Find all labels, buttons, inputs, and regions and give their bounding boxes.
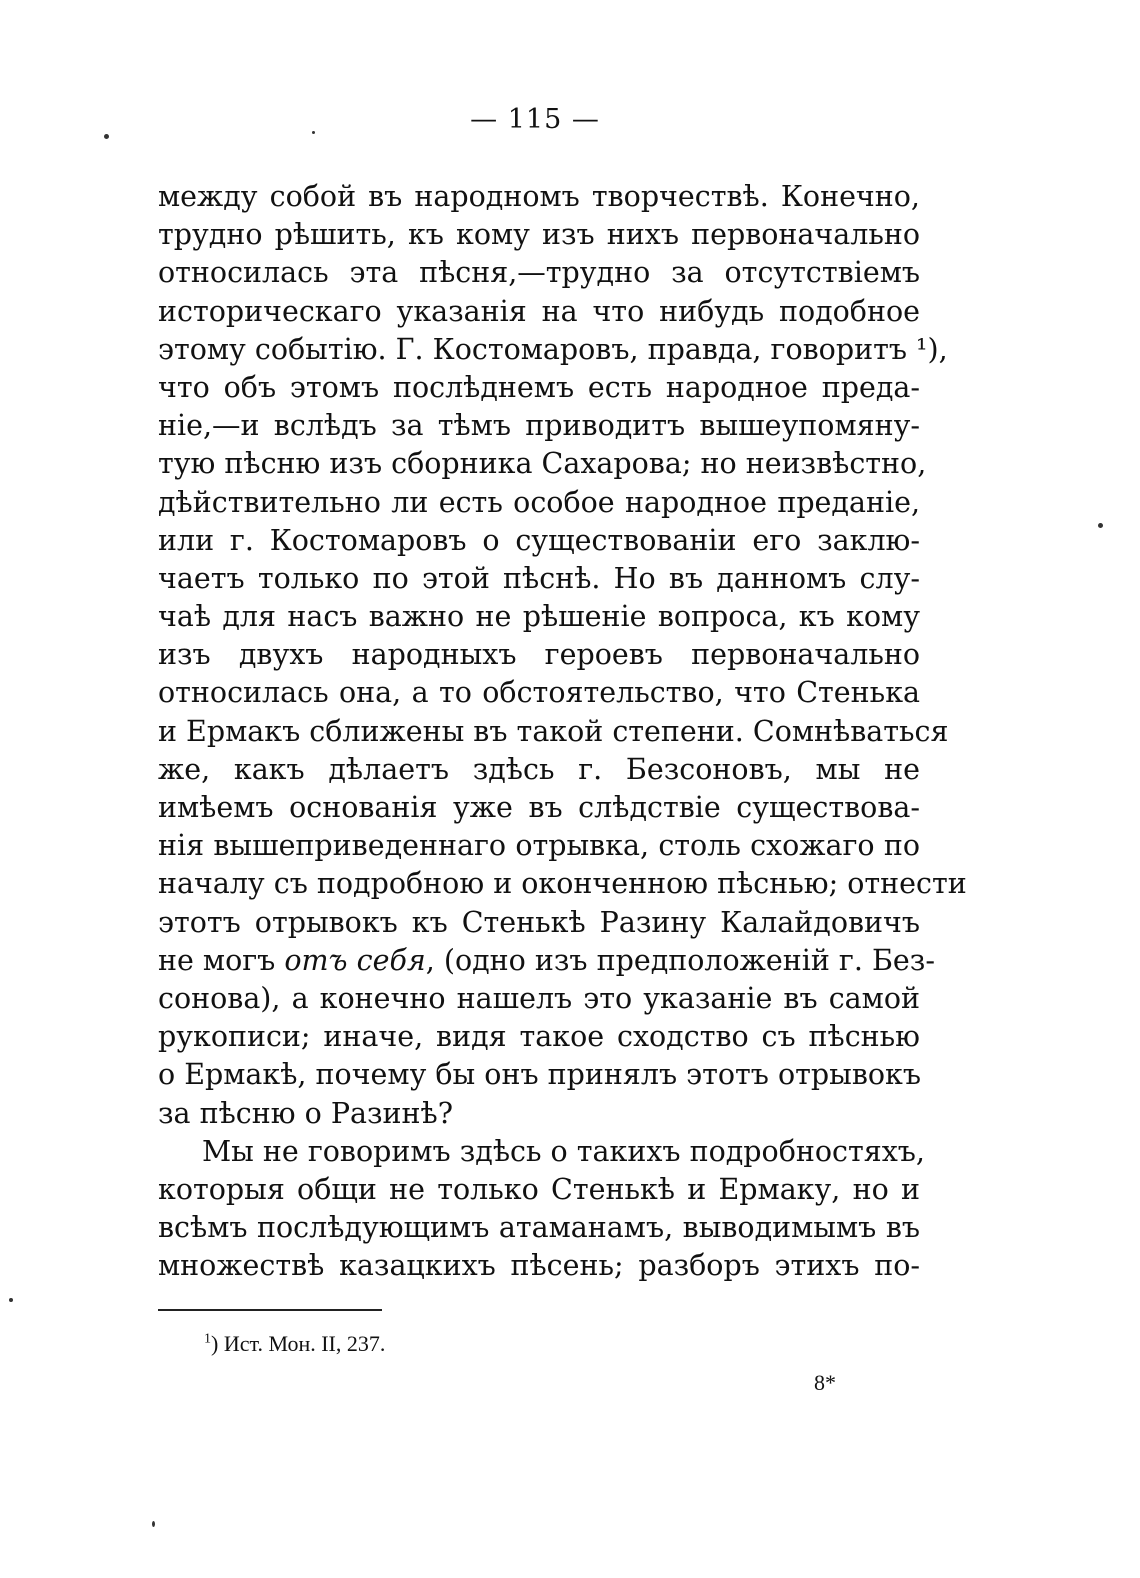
footnote-text: ) Ист. Мон. II, 237.	[211, 1331, 386, 1356]
text-line: имѣемъ основанія уже въ слѣдствіе существова-	[158, 791, 920, 824]
text-line-with-italic	[158, 942, 935, 980]
text-line: чаѣ для насъ важно не рѣшеніе вопроса, къ кому	[158, 600, 920, 634]
scan-speck	[104, 134, 109, 139]
italic-phrase: отъ себя	[284, 943, 426, 977]
text-line: этотъ отрывокъ къ Стенькѣ Разину Калайдовичъ	[158, 905, 920, 939]
text-line: всѣмъ послѣдующимъ атаманамъ, выводимымъ въ	[158, 1211, 920, 1245]
scan-speck	[312, 131, 315, 134]
text-segment: не могъ	[158, 943, 285, 977]
text-line: относилась она, а то обстоятельство, что Стенька	[158, 676, 920, 710]
scan-speck	[9, 1298, 13, 1302]
text-line: за пѣсню о Разинѣ?	[158, 1096, 453, 1130]
footnote	[204, 1331, 385, 1357]
footnote-rule	[158, 1309, 382, 1311]
page-number: — 115 —	[470, 104, 600, 135]
text-line: что объ этомъ послѣднемъ есть народное преда-	[158, 370, 920, 404]
text-line: множествѣ казацкихъ пѣсень; разборъ этихъ по-	[158, 1249, 920, 1283]
text-line: о Ермакѣ, почему бы онъ принялъ этотъ отрывокъ	[158, 1058, 922, 1092]
text-line: этому событію. Г. Костомаровъ, правда, говоритъ ¹),	[158, 332, 948, 366]
text-line: чаетъ только по этой пѣснѣ. Но въ данномъ слу-	[158, 561, 920, 595]
text-line: Мы не говоримъ здѣсь о такихъ подробностяхъ,	[202, 1134, 925, 1168]
text-line: дѣйствительно ли есть особое народное преданіе,	[158, 485, 920, 519]
text-line: историческаго указанія на что нибудь подобное	[158, 294, 920, 328]
text-line: которыя общи не только Стенькѣ и Ермаку, но и	[158, 1172, 920, 1206]
text-line: тую пѣсню изъ сборника Сахарова; но неизвѣстно,	[158, 447, 927, 481]
signature-mark: 8*	[814, 1370, 836, 1395]
text-line: началу съ подробною и оконченною пѣснью; отнести	[158, 867, 967, 901]
text-line: или г. Костомаровъ о существованіи его заклю-	[158, 523, 920, 557]
text-line: ніе,—и вслѣдъ за тѣмъ приводитъ вышеупомяну-	[158, 409, 920, 443]
body-text	[158, 178, 967, 1285]
text-line: рукописи; иначе, видя такое сходство съ пѣснью	[158, 1020, 920, 1054]
text-segment: , (одно изъ предположеній г. Без-	[425, 943, 935, 977]
text-line: трудно рѣшить, къ кому изъ нихъ первоначально	[158, 218, 920, 252]
text-line: изъ двухъ народныхъ героевъ первоначально	[158, 638, 920, 672]
scan-speck	[1098, 523, 1103, 528]
text-line: относилась эта пѣсня,—трудно за отсутствіемъ	[158, 256, 920, 290]
text-line: сонова), а конечно нашелъ это указаніе въ самой	[158, 981, 920, 1015]
footnote-marker: 1	[204, 1331, 211, 1347]
text-line: нія вышеприведеннаго отрывка, столь схожаго по	[158, 829, 920, 863]
text-line: между собой въ народномъ творчествѣ. Конечно,	[158, 180, 920, 213]
text-line: же, какъ дѣлаетъ здѣсь г. Безсоновъ, мы не	[158, 752, 920, 786]
scan-speck	[152, 1521, 155, 1527]
text-line: и Ермакъ сближены въ такой степени. Сомнѣваться	[158, 714, 949, 748]
